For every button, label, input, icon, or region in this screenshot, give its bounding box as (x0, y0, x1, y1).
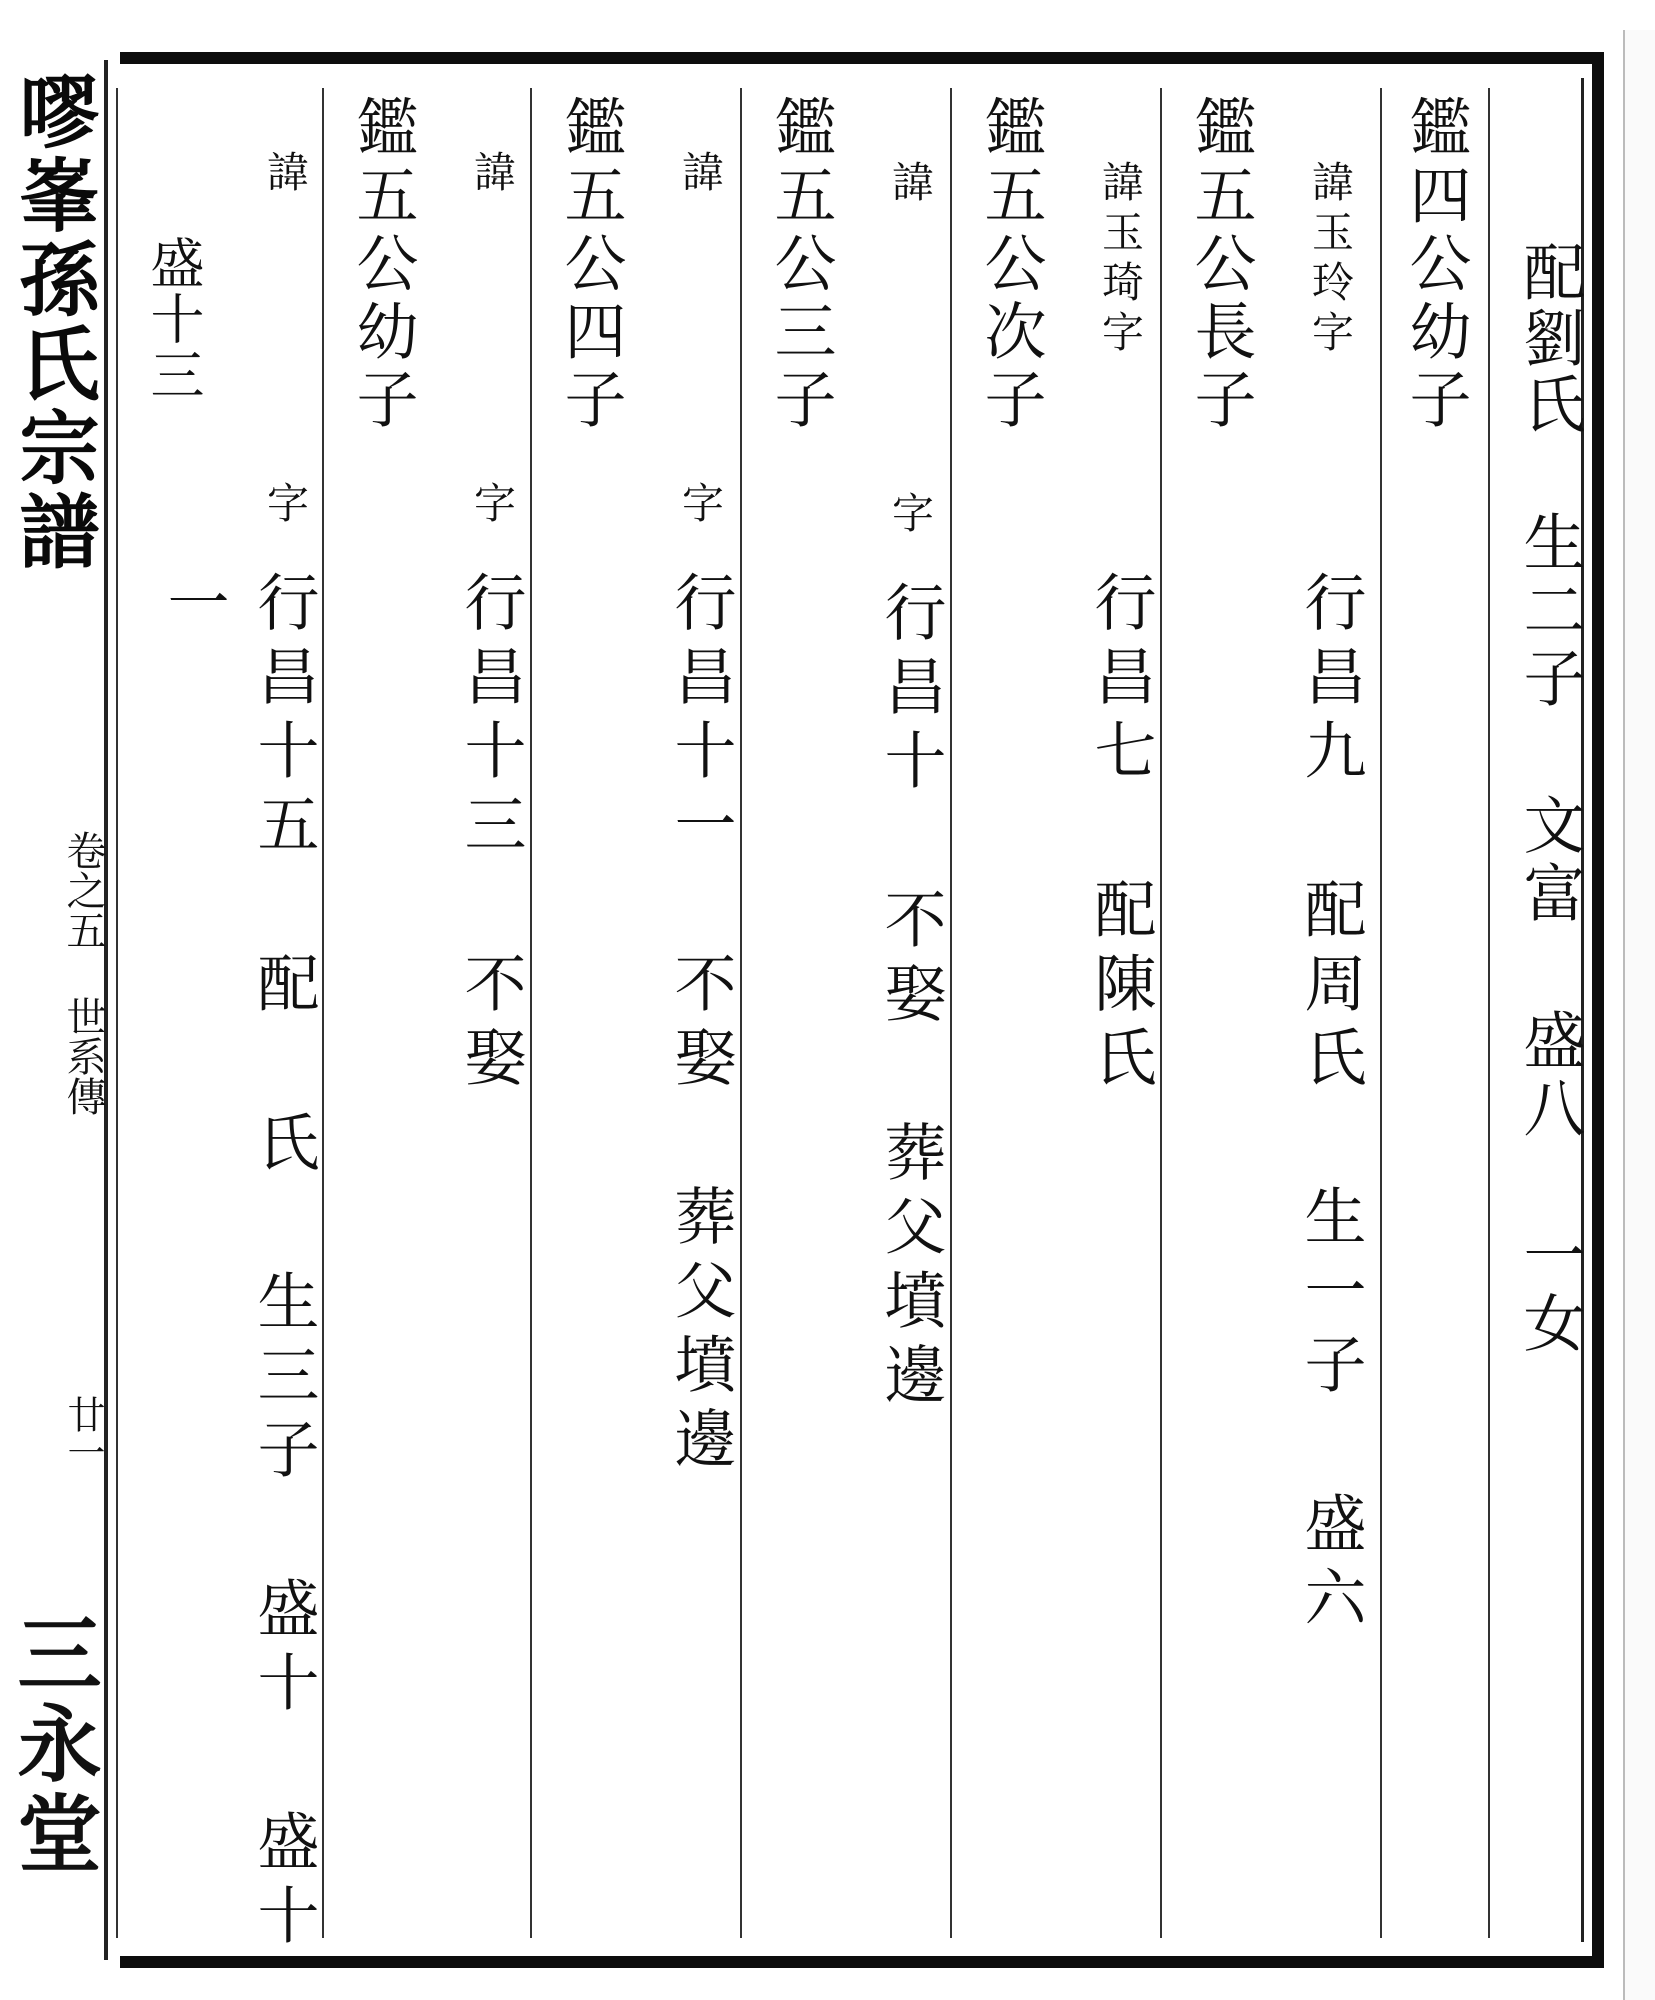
column-0-line2: 生二子 文富 盛八 一女 (1513, 510, 1586, 1359)
column-3-head: 鑑五公次子 (974, 95, 1047, 435)
column-4-head: 鑑五公三子 (764, 95, 837, 435)
page-edge (1623, 30, 1655, 2000)
column-7-head: 盛十三 (142, 235, 205, 403)
column-5-body: 行昌十三 不娶 (454, 570, 527, 1099)
column-6-body: 行昌十五 配 氏 生三子 盛十 盛十一 (157, 570, 320, 1957)
column-1-head: 鑑四公幼子 (1399, 95, 1472, 435)
column-3-sub: 諱 字 (886, 160, 935, 653)
column-2-head: 鑑五公長子 (1184, 95, 1257, 435)
column-2-sub: 諱玉琦字 (1096, 160, 1145, 360)
column-6-sub: 諱 字 (261, 150, 310, 643)
hall-name: 三永堂 (4, 1610, 103, 1880)
column-1-sub: 諱玉玲字 (1306, 160, 1355, 360)
column-5-sub: 諱 字 (468, 150, 517, 643)
column-4-sub: 諱 字 (676, 150, 725, 643)
column-rule (1380, 88, 1382, 1938)
column-4-body: 行昌十一 不娶 葬父墳邊 (664, 570, 737, 1480)
book-title: 嘐峯孫氏宗譜 (6, 70, 100, 574)
column-0-line1: 配劉氏 (1513, 240, 1586, 438)
chapter-label: 卷之五 世系傳 (60, 830, 106, 1116)
column-3-body: 行昌十 不娶 葬父墳邊 (874, 580, 947, 1416)
column-rule (116, 88, 118, 1938)
column-1-body: 行昌九 配周氏 生一子 盛六 (1294, 570, 1367, 1639)
page-number: 廿一 (61, 1395, 105, 1471)
column-rule (1488, 88, 1490, 1938)
column-6-head: 鑑五公幼子 (346, 95, 419, 435)
column-2-body: 行昌七 配陳氏 (1084, 570, 1157, 1099)
column-5-head: 鑑五公四子 (554, 95, 627, 435)
